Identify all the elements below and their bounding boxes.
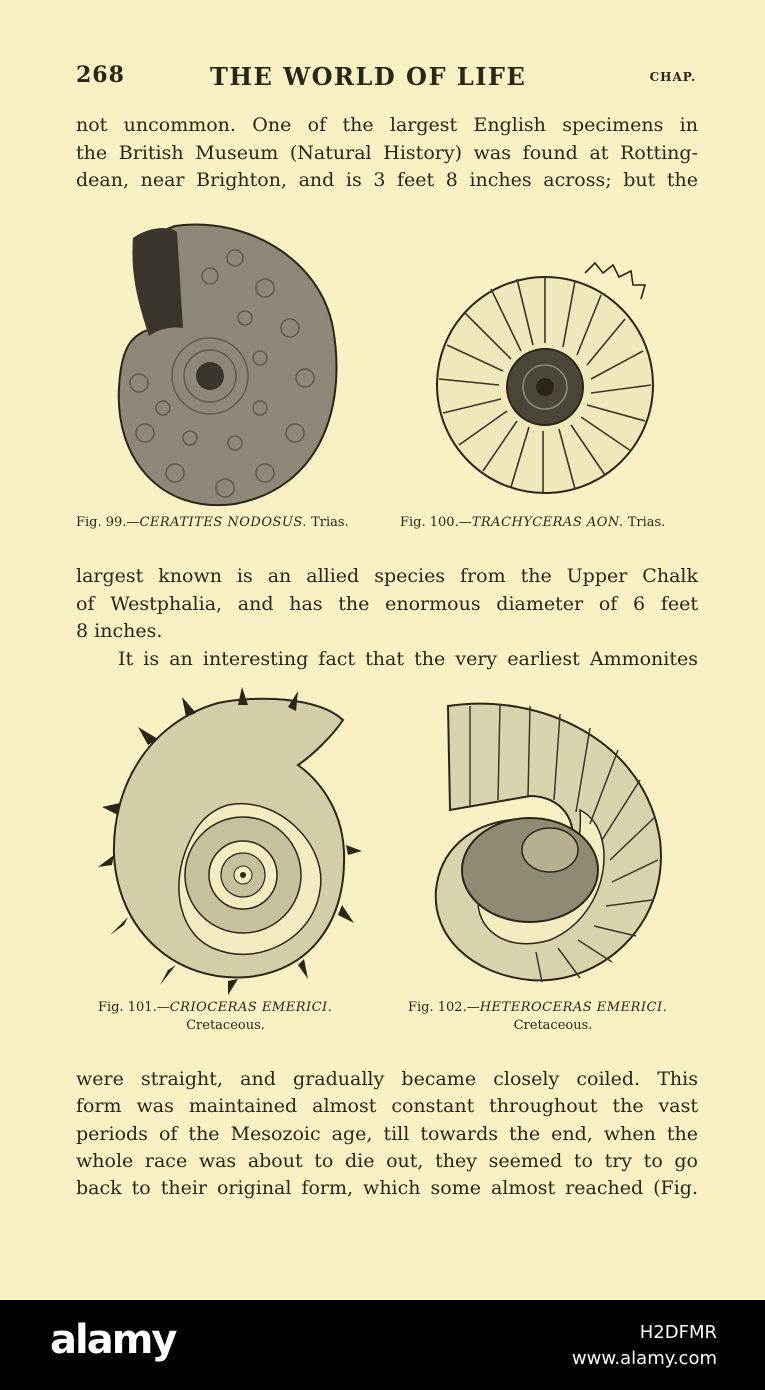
- text-line: dean, near Brighton, and is 3 feet 8 inches across; but the: [76, 169, 698, 191]
- figure-99-period: Trias.: [311, 515, 349, 530]
- figure-100-label: Fig. 100.—: [400, 515, 472, 530]
- figure-102-label: Fig. 102.—: [408, 1000, 480, 1015]
- figure-102-species: HETEROCERAS EMERICI.: [479, 1000, 668, 1015]
- text-line: form was maintained almost constant throughout the vast: [76, 1095, 698, 1117]
- figure-99-species: CERATITES NODOSUS.: [139, 515, 307, 530]
- figure-101-species: CRIOCERAS EMERICI.: [169, 1000, 333, 1015]
- site-url: www.alamy.com: [571, 1348, 717, 1369]
- figure-99-ceratites-illustration: [115, 218, 340, 508]
- chapter-label: CHAP.: [649, 70, 696, 84]
- figure-100-trachyceras-illustration: [435, 255, 660, 510]
- figure-99-label: Fig. 99.—: [76, 515, 140, 530]
- figure-100-period: Trias.: [627, 515, 666, 530]
- running-header: [76, 62, 696, 92]
- page-number: 268: [76, 62, 125, 88]
- figure-101-period: Cretaceous.: [186, 1018, 265, 1033]
- text-line: not uncommon. One of the largest English specimens in: [76, 114, 698, 136]
- text-line: largest known is an allied species from the Upper Chalk: [76, 565, 698, 587]
- text-line: whole race was about to die out, they seemed to try to go: [76, 1150, 698, 1172]
- figure-100-species: TRACHYCERAS AON.: [471, 515, 624, 530]
- figure-102-period: Cretaceous.: [513, 1018, 593, 1033]
- figure-101-crioceras-illustration: [108, 695, 353, 985]
- figure-99-caption: [76, 515, 349, 530]
- text-line: of Westphalia, and has the enormous diameter of 6 feet: [76, 593, 698, 615]
- figure-101-caption: [98, 1000, 332, 1015]
- figure-102-caption: [408, 1000, 667, 1015]
- text-line: 8 inches.: [76, 620, 163, 642]
- running-title: THE WORLD OF LIFE: [210, 62, 527, 91]
- text-line: periods of the Mesozoic age, till towards the end, when the: [76, 1123, 698, 1145]
- figure-101-label: Fig. 101.—: [98, 1000, 170, 1015]
- figure-102-heteroceras-illustration: [430, 700, 665, 988]
- text-line: the British Museum (Natural History) was found at Rotting-: [76, 142, 698, 164]
- image-id: H2DFMR: [639, 1322, 717, 1343]
- text-line: It is an interesting fact that the very earliest Ammonites: [118, 648, 698, 670]
- alamy-logo: alamy: [50, 1317, 176, 1363]
- figure-100-caption: [400, 515, 665, 530]
- text-line: back to their original form, which some almost reached (Fig.: [76, 1177, 698, 1199]
- text-line: were straight, and gradually became closely coiled. This: [76, 1068, 698, 1090]
- watermark-footer-bar: [0, 1300, 765, 1390]
